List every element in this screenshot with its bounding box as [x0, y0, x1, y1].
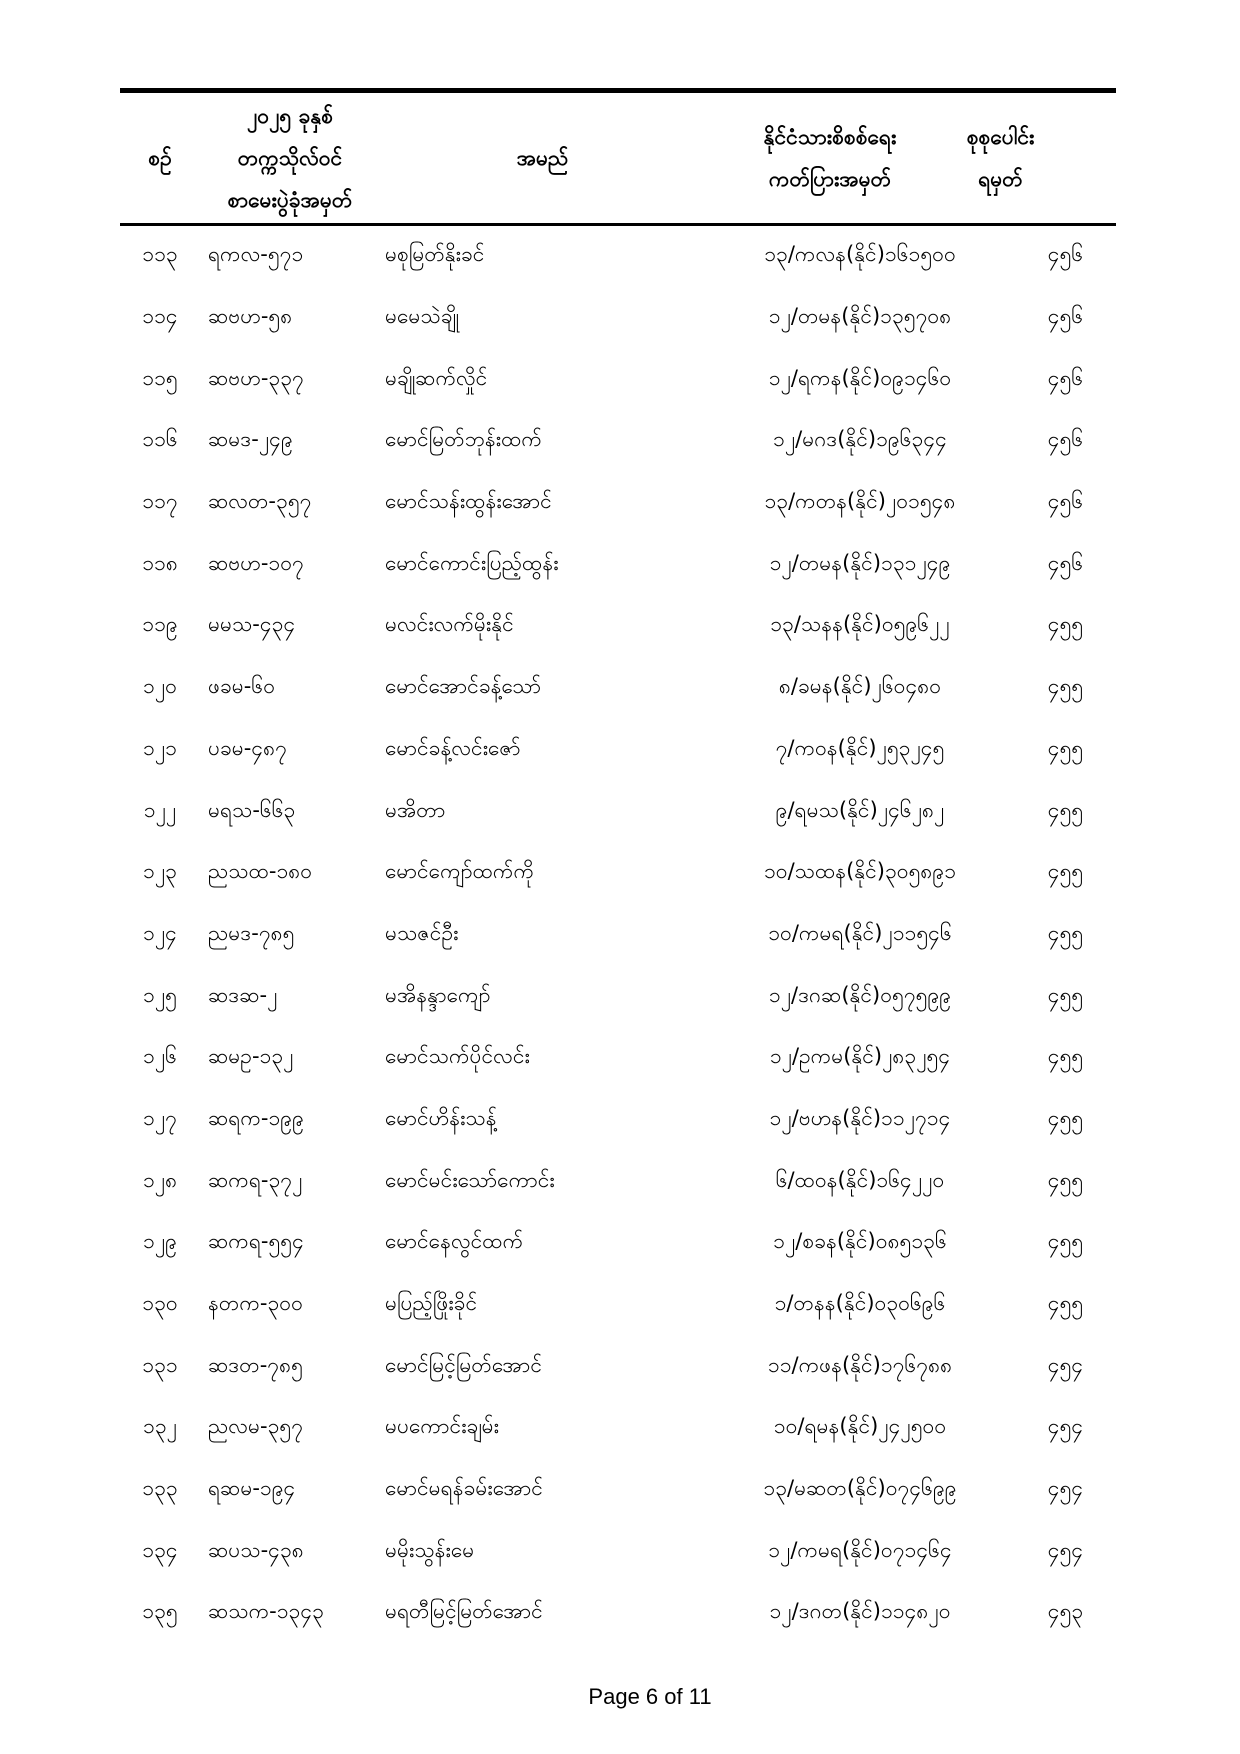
cell-nrc: ၁၂/မဂဒ(နိုင်)၁၉၆၃၄၄	[773, 427, 947, 452]
cell-name: မအိတာ	[385, 797, 446, 822]
cell-roll-number: ဆကရ-၅၅၄	[208, 1229, 304, 1254]
cell-total-marks: ၄၅၆	[1047, 242, 1084, 267]
cell-total-marks: ၄၅၅	[1047, 920, 1084, 945]
cell-name: မမေသဲချို	[385, 304, 459, 329]
cell-serial: ၁၃၃	[142, 1476, 178, 1501]
cell-total-marks: ၄၅၄	[1047, 1352, 1084, 1377]
cell-nrc: ၁၁/ကဖန(နိုင်)၁၇၆၇၈၈	[767, 1352, 953, 1377]
cell-name: မရတီမြင့်မြတ်အောင်	[385, 1599, 543, 1624]
cell-name: မောင်သန်းထွန်းအောင်	[385, 489, 552, 514]
cell-name: မောင်သက်ပိုင်လင်း	[385, 1044, 530, 1069]
cell-serial: ၁၃၀	[142, 1291, 178, 1316]
cell-name: မချိုဆက်လှိုင်	[385, 365, 488, 390]
cell-roll-number: ဆမဒ-၂၄၉	[208, 427, 293, 452]
cell-nrc: ၇/ကဝန(နိုင်)၂၅၃၂၄၅	[775, 735, 945, 760]
cell-name: မအိနန္ဒာကျော်	[385, 982, 491, 1007]
cell-serial: ၁၁၆	[142, 427, 178, 452]
cell-nrc: ၁၀/သထန(နိုင်)၃၀၅၈၉၁	[763, 859, 957, 884]
cell-total-marks: ၄၅၃	[1047, 1599, 1084, 1624]
cell-nrc: ၁၃/ကလန(နိုင်)၁၆၁၅၀၀	[764, 242, 956, 267]
cell-nrc: ၁၂/စခန(နိုင်)၀၈၅၁၃၆	[773, 1229, 947, 1254]
cell-nrc: ၁၂/ဒဂတ(နိုင်)၁၁၄၈၂၀	[769, 1599, 951, 1624]
cell-roll-number: ဆရက-၁၉၉	[208, 1105, 304, 1130]
cell-nrc: ၁၀/ကမရ(နိုင်)၂၁၁၅၄၆	[768, 920, 952, 945]
cell-roll-number: ဆမဥ-၁၃၂	[208, 1044, 294, 1069]
cell-serial: ၁၂၀	[143, 674, 177, 699]
table-row	[120, 1151, 1116, 1213]
table-row	[120, 1398, 1116, 1460]
header-roll-line1: ၂၀၂၅ ခုနှစ်	[246, 104, 334, 128]
cell-name: မောင်မြတ်ဘုန်းထက်	[385, 427, 542, 452]
cell-roll-number: ဆဗဟ-၁၀၇	[208, 550, 304, 575]
cell-nrc: ၁၃/သနန(နိုင်)၀၅၉၆၂၂	[770, 612, 950, 637]
table-row	[120, 1275, 1116, 1337]
cell-name: မောင်မြင့်မြတ်အောင်	[385, 1352, 542, 1377]
cell-serial: ၁၂၄	[143, 920, 177, 945]
table-body	[120, 226, 1116, 1645]
cell-total-marks: ၄၅၅	[1047, 674, 1084, 699]
table-row	[120, 843, 1116, 905]
header-nrc-line1: နိုင်ငံသားစိစစ်ရေး	[763, 125, 897, 149]
cell-roll-number: ညသထ-၁၈၀	[208, 859, 313, 884]
cell-total-marks: ၄၅၆	[1047, 489, 1084, 514]
table-row	[120, 1090, 1116, 1152]
cell-serial: ၁၂၂	[143, 797, 177, 822]
cell-roll-number: ဆသက-၁၃၄၃	[208, 1599, 324, 1624]
header-nrc	[705, 116, 955, 200]
cell-roll-number: ရဆမ-၁၉၄	[208, 1476, 296, 1501]
header-serial-label: စဉ်	[148, 146, 172, 170]
cell-roll-number: ညလမ-၃၅၇	[208, 1414, 304, 1439]
cell-roll-number: မရသ-၆၆၃	[208, 797, 296, 822]
cell-name: မောင်ခန့်လင်းဇော်	[385, 735, 521, 760]
cell-serial: ၁၃၄	[142, 1537, 178, 1562]
cell-total-marks: ၄၅၆	[1047, 365, 1084, 390]
table-row	[120, 1460, 1116, 1522]
page-footer	[30, 1684, 1240, 1710]
table-row	[120, 411, 1116, 473]
cell-roll-number: နတက-၃၀၀	[208, 1291, 303, 1316]
cell-serial: ၁၁၇	[142, 489, 178, 514]
cell-roll-number: ရကလ-၅၇၁	[208, 242, 304, 267]
table-row	[120, 534, 1116, 596]
cell-nrc: ၁၂/ဗဟန(နိုင်)၁၁၂၇၁၄	[769, 1105, 951, 1130]
cell-name: မောင်ကျော်ထက်ကို	[385, 859, 534, 884]
cell-name: မောင်ကောင်းပြည့်ထွန်း	[385, 550, 559, 575]
cell-serial: ၁၁၄	[142, 304, 178, 329]
cell-total-marks: ၄၅၅	[1047, 735, 1084, 760]
cell-roll-number: မမသ-၄၃၄	[208, 612, 296, 637]
header-roll-line3: စာမေးပွဲခုံအမှတ်	[227, 188, 353, 212]
cell-serial: ၁၂၇	[143, 1105, 177, 1130]
cell-serial: ၁၂၉	[143, 1229, 177, 1254]
cell-serial: ၁၂၁	[143, 735, 177, 760]
cell-serial: ၁၂၈	[142, 1167, 178, 1192]
cell-nrc: ၁၂/တမန(နိုင်)၁၃၁၂၄၉	[769, 550, 951, 575]
cell-roll-number: ဆကရ-၃၇၂	[208, 1167, 303, 1192]
header-total-marks	[955, 116, 1116, 200]
header-nrc-line2: ကတ်ပြားအမှတ်	[768, 167, 892, 191]
cell-nrc: ၁၂/တမန(နိုင်)၁၃၅၇၀၈	[768, 304, 952, 329]
table-row	[120, 288, 1116, 350]
cell-total-marks: ၄၅၅	[1047, 1167, 1084, 1192]
cell-nrc: ၁၂/ဥကမ(နိုင်)၂၈၃၂၅၄	[769, 1044, 951, 1069]
cell-name: မလင်းလက်မိုးနိုင်	[385, 612, 514, 637]
table-row	[120, 1336, 1116, 1398]
cell-serial: ၁၃၁	[142, 1352, 178, 1377]
cell-total-marks: ၄၅၅	[1047, 1229, 1084, 1254]
cell-name: မောင်မင်းသော်ကောင်း	[385, 1167, 555, 1192]
table-row	[120, 1521, 1116, 1583]
table-row	[120, 226, 1116, 288]
table-row	[120, 473, 1116, 535]
cell-nrc: ၆/ထဝန(နိုင်)၁၆၄၂၂၀	[775, 1167, 945, 1192]
cell-total-marks: ၄၅၆	[1047, 427, 1084, 452]
table-row	[120, 1583, 1116, 1645]
header-roll-line2: တက္ကသိုလ်ဝင်	[237, 146, 343, 170]
cell-serial: ၁၂၃	[143, 859, 177, 884]
cell-roll-number: ဆဒဆ-၂	[208, 982, 278, 1007]
cell-serial: ၁၁၈	[142, 550, 178, 575]
cell-total-marks: ၄၅၅	[1047, 859, 1084, 884]
cell-total-marks: ၄၅၄	[1047, 1476, 1084, 1501]
cell-total-marks: ၄၅၅	[1047, 982, 1084, 1007]
table-row	[120, 596, 1116, 658]
cell-serial: ၁၁၃	[142, 242, 178, 267]
cell-name: မောင်ဟိန်းသန့်	[385, 1105, 497, 1130]
cell-total-marks: ၄၅၅	[1047, 797, 1084, 822]
header-total-line1: စုစုပေါင်း	[966, 125, 1035, 149]
cell-roll-number: ဆဒတ-၇၈၅	[208, 1352, 303, 1377]
cell-roll-number: ဆပသ-၄၃၈	[208, 1537, 304, 1562]
cell-nrc: ၉/ရမသ(နိုင်)၂၄၆၂၈၂	[775, 797, 945, 822]
cell-name: မပကောင်းချမ်း	[385, 1414, 500, 1439]
cell-total-marks: ၄၅၄	[1047, 1414, 1084, 1439]
cell-nrc: ၁၂/ကမရ(နိုင်)၀၇၁၄၆၄	[768, 1537, 952, 1562]
cell-total-marks: ၄၅၅	[1047, 1291, 1084, 1316]
page-number-label: Page 6 of 11	[588, 1684, 712, 1709]
cell-serial: ၁၁၅	[142, 365, 178, 390]
cell-total-marks: ၄၅၅	[1047, 612, 1084, 637]
header-serial	[120, 137, 200, 179]
cell-serial: ၁၃၅	[142, 1599, 178, 1624]
cell-name: မစုမြတ်နိုးခင်	[385, 242, 485, 267]
cell-serial: ၁၂၆	[143, 1044, 177, 1069]
cell-nrc: ၁/တနန(နိုင်)၀၃၀၆၉၆	[774, 1291, 946, 1316]
table-row	[120, 720, 1116, 782]
cell-roll-number: ဖခမ-၆၀	[208, 674, 276, 699]
cell-nrc: ၁၂/ရကန(နိုင်)၀၉၁၄၆၀	[768, 365, 952, 390]
cell-name: မမိုးသွန်းမေ	[385, 1537, 475, 1562]
cell-name: မောင်မရန်ခမ်းအောင်	[385, 1476, 543, 1501]
header-name-label: အမည်	[516, 146, 569, 170]
cell-nrc: ၁၃/မဆတ(နိုင်)၀၇၄၆၉၉	[763, 1476, 957, 1501]
cell-serial: ၁၂၅	[143, 982, 177, 1007]
results-table	[120, 88, 1116, 1645]
cell-roll-number: ပခမ-၄၈၇	[208, 735, 287, 760]
cell-name: မောင်နေလွင်ထက်	[385, 1229, 524, 1254]
cell-nrc: ၈/ခမန(နိုင်)၂၆၀၄၈၀	[778, 674, 942, 699]
cell-total-marks: ၄၅၅	[1047, 1044, 1084, 1069]
cell-total-marks: ၄၅၄	[1047, 1537, 1084, 1562]
cell-name: မသဇင်ဦး	[385, 920, 459, 945]
table-row	[120, 1028, 1116, 1090]
cell-nrc: ၁၂/ဒဂဆ(နိုင်)၀၅၇၅၉၉	[768, 982, 952, 1007]
header-total-line2: ရမှတ်	[978, 167, 1023, 191]
cell-name: မောင်အောင်ခန့်သော်	[385, 674, 542, 699]
cell-roll-number: ဆဗဟ-၃၃၇	[208, 365, 304, 390]
cell-nrc: ၁၀/ရမန(နိုင်)၂၄၂၅၀၀	[773, 1414, 947, 1439]
table-row	[120, 349, 1116, 411]
cell-serial: ၁၃၂	[143, 1414, 177, 1439]
cell-nrc: ၁၃/ကတန(နိုင်)၂၀၁၅၄၈	[764, 489, 956, 514]
cell-roll-number: ဆလတ-၃၅၇	[208, 489, 312, 514]
table-row	[120, 658, 1116, 720]
cell-total-marks: ၄၅၅	[1047, 1105, 1084, 1130]
table-row	[120, 781, 1116, 843]
table-row	[120, 966, 1116, 1028]
cell-roll-number: ညမဒ-၇၈၅	[208, 920, 295, 945]
header-name	[380, 137, 705, 179]
cell-name: မပြည့်ဖြိုးခိုင်	[385, 1291, 478, 1316]
cell-total-marks: ၄၅၆	[1047, 550, 1084, 575]
table-row	[120, 905, 1116, 967]
cell-total-marks: ၄၅၆	[1047, 304, 1084, 329]
table-header	[120, 93, 1116, 226]
cell-roll-number: ဆဗဟ-၅၈	[208, 304, 293, 329]
cell-serial: ၁၁၉	[142, 612, 178, 637]
table-row	[120, 1213, 1116, 1275]
header-roll-number	[200, 95, 380, 221]
